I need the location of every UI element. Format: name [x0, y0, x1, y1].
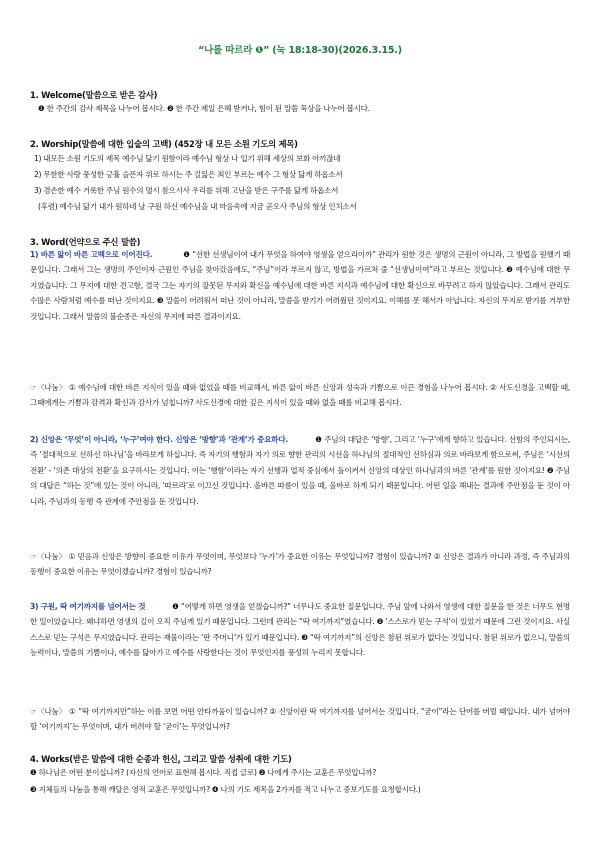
word-subheading-2: 2) 신앙은 ‘무엇’이 아니라, ‘누구’여야 한다. 신앙은 ‘방향’과 ‘관계’가 중요하다.	[30, 435, 289, 444]
title-reference: (눅 18:18-30)(2026.3.15.)	[272, 45, 402, 56]
works-line-2: ❸ 지체들의 나눔을 통해 깨달은 영적 교훈은 무엇입니까? ❹ 나의 기도 제목을 2가지를 적고 나누고 중보기도를 요청합시다.)	[30, 785, 421, 794]
worship-line-2: 2) 무한한 사랑 풍성한 긍휼 슬픈자 위로 하시는 주 길잃은 죄인 부르는 예수 그 형상 닮게 하옵소서	[34, 170, 343, 179]
word-question-1: ☞〈나눔〉 ① 예수님에 대한 바른 지식이 있을 때와 없었을 때를 비교해서, 바른 앎이 바른 신앙과 성숙과 기쁨으로 이끈 경험을 나누어 봅시다. ② 사도신경을 고백할 때, 그때에게는 기쁨과 감격과 확신과 감사가 넘칩니까? 사도신경에 대한 깊은 지식이 있을 때와 없을 때를 비교해 봅시다.	[30, 383, 570, 408]
worship-heading: 2. Worship(말씀에 대한 입술의 고백) (452장 내 모든 소원 기도의 제목)	[30, 139, 298, 149]
word-paragraph-3	[30, 599, 570, 661]
page-title	[0, 42, 600, 56]
works-heading: 4. Works(받은 말씀에 대한 순종과 헌신, 그리고 말씀 성취에 대한 기도)	[30, 754, 292, 764]
worship-line-1: 1) 내모든 소원 기도의 제목 예수님 닮기 원함이라 예수님 형상 나 입기 위해 세상의 보화 아끼잖네	[34, 154, 341, 163]
welcome-heading: 1. Welcome(말씀으로 받은 감사)	[30, 90, 158, 100]
word-subheading-3: 3) 구원, 딱 여기까지를 넘어서는 것	[30, 602, 146, 611]
word-question-2: ☞〈나눔〉 ① 믿음과 신앙은 방향이 중요한 이유가 무엇이며, 무엇보다 ‘누가’가 중요한 이유는 무엇입니까? 경험이 있습니까? ② 신앙은 결과가 아니라 과정, 즉 주님과의 동행이 중요한 이유는 무엇이겠습니까? 경험이 있습니까?	[30, 552, 570, 577]
word-heading: 3. Word(언약으로 주신 말씀)	[30, 237, 141, 247]
welcome-line: ❶ 한 주간의 감사 제목을 나누어 봅시다. ❷ 한 주간 제일 은혜 받거나, 힘이 된 말씀 묵상을 나누어 봅시다.	[38, 104, 370, 113]
word-question-3: ☞〈나눔〉 ① “딱 여기까지만”하는 이를 보면 어떤 안타까움이 있습니까? ② 신앙이란 딱 여기까지를 넘어서는 것입니다. “굳이”라는 단어를 버릴 때입니다. 내가 넘어야 할 ‘여기까지’는 무엇이며, 내가 버려야 할 ‘굳이’는 무엇입니까?	[30, 707, 570, 732]
works-line-1: ❶ 하나님은 어떤 분이십니까? (자신의 언어로 표현해 봅시다. 직접 글로) ❷ 나에게 주시는 교훈은 무엇입니까?	[30, 768, 376, 777]
worship-line-3: 3) 겸손한 예수 거룩한 주님 원수의 멸시 참으시사 우리를 위해 고난을 받은 구주를 닮게 하옵소서	[34, 186, 339, 195]
word-text-1: ❶ “선한 선생님이여 내가 무엇을 하여야 영생을 얻으리이까” 관리가 원한 것은 생명의 근원이 아니라, 그 방법을 원했기 때문입니다. 그래서 그는 생명의 주인이자 근원인 주님을 찾아갔음에도, “주님”이라 부르지 않고, 방법을 가르쳐 줄 “선생님이여”라고 부르는 것입니다. ❷ 예수님에 대한 무지였습니다. 그 무지에 대한 견고함, 결국 그는 자기의 잘못된 무지와 확신을 예수님에 대한 바른 지식과 예수님에 대한 확신으로 바꾸려고 하지 않았습니다. 그래서 관리도 수많은 사람처럼 예수를 떠난 것이지요. ❸ 말씀이 어려워서 떠난 것이 아니라, 말씀을 받기가 어려웠던 것이지요. 이해를 못 해서가 아닙니다. 자신의 무지로 받기를 거부한 것입니다. 그래서 말씀의 불순종은 자신의 무지에 따른 결과이지요.	[30, 250, 571, 321]
word-text-2: ❶ 주님의 대답은 ‘방향’, 그리고 ‘누구’에게 향하고 있습니다. 선함의 주인되시는, 즉 ‘절대적으로 선하신 하나님’을 바라보게 하십니다. 즉 자기의 행함과 자기 의로 향한 관리의 시선을 하나님의 절대적인 선하심과 의로 바라보게 함으로써, 주님은 ‘시선의 전환’ - ‘의존 대상의 전환’을 요구하시는 것입니다. 이는 ‘행함’이라는 자기 선행과 업적 중심에서 돌이켜서 신앙의 대상인 하나님과의 바른 ‘관계’를 원한 것이지요! ❷ 주님의 대답은 “하는 것”에 있는 것이 아니라, ‘따르라’로 이끄신 것입니다. 올바른 따름이 있을 때, 올바로 하게 되기 때문입니다. 어떤 일을 해내는 결과에 주안점을 둔 것이 아니라, 주님과의 동행 즉 관계에 주안점을 둔 것입니다.	[30, 435, 570, 506]
title-main: “나를 따르라 ❶”	[198, 45, 270, 56]
word-paragraph-2	[30, 432, 570, 509]
word-subheading-1: 1) 바른 앎이 바른 고백으로 이어진다.	[30, 250, 153, 259]
word-paragraph-1	[30, 247, 570, 324]
worship-chorus: (후렴) 예수님 닮기 내가 원하네 날 구원 하신 예수님을 내 마음속에 지금 곧오사 주님의 형상 인치소서	[38, 202, 357, 211]
word-text-3: ❶ “어떻게 하면 영생을 얻겠습니까?” 너무나도 중요한 질문입니다. 주님 앞에 나와서 영생에 대한 질문을 한 것은 너무도 현명한 일이었습니다. 왜냐하면 영생의 길이 오직 주님께 있기 때문입니다. 그런데 관리는 “딱 여기까지”였습니다. ❷ ‘스스로가 믿는 구석’이 있었기 때문에 그런 것이지요. 사실 스스로 믿는 구석은 무지였습니다. 관리는 재물이라는 ‘딴 주머니’가 있기 때문입니다. ❸ “딱 여기까지”의 신앙은 참된 위로가 없다는 것입니다. 참된 위로가 없으니, 말씀의 능력이나, 말씀의 기쁨이나, 예수를 닮아가고 예수를 사랑한다는 것이 무엇인지를 풍성히 누리지 못합니다.	[30, 602, 571, 658]
